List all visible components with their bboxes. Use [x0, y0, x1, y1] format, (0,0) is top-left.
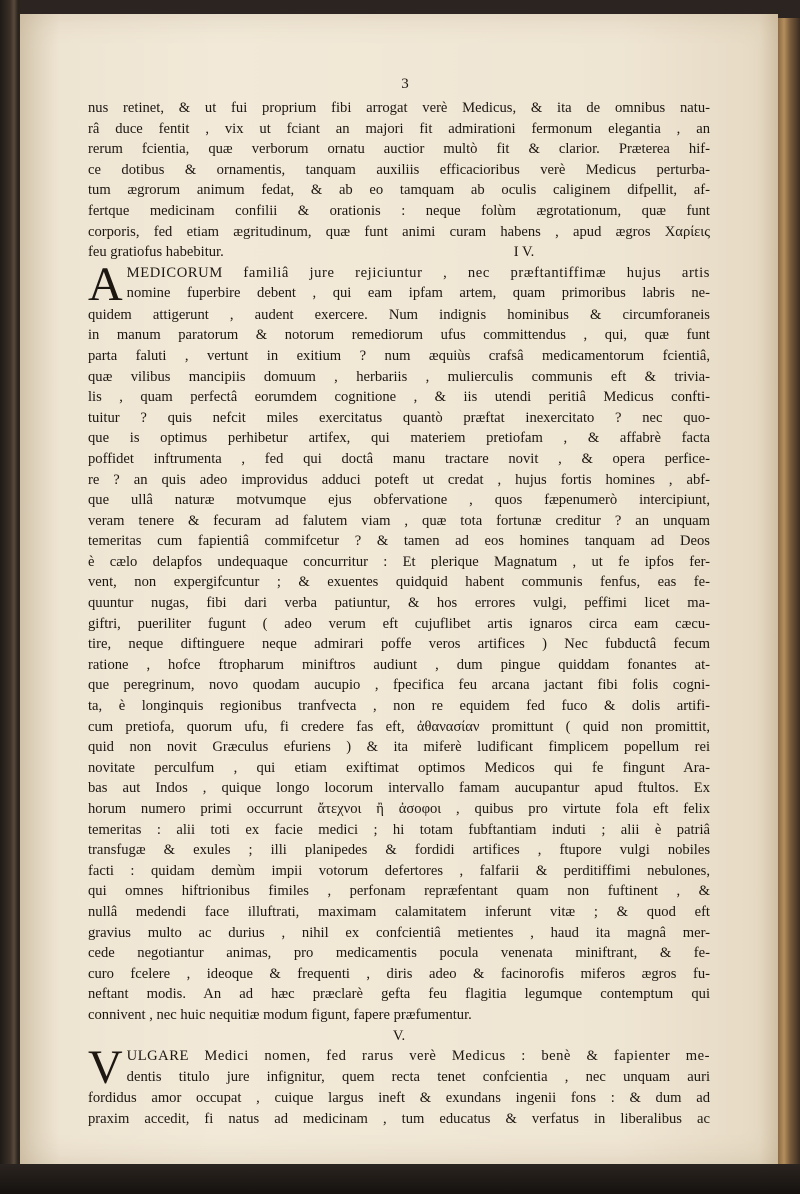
book-bottom-edge [0, 1164, 800, 1194]
intro-paragraph [88, 98, 710, 263]
text-line: tire, neque diftinguere neque admirari poffe veros artifices ) Nec fubductâ fecum [88, 636, 710, 653]
section-iv-line: nomine fuperbire debent , qui eam ipfam artem, quam primoribus labris ne- [126, 285, 710, 302]
text-line: in manum paratorum & notorum remediorum ufus committendus , qui, quæ funt [88, 327, 710, 344]
text-line: praxim accedit, fi natus ad medicinam , tum educatus & verfatus in liberalibus ac [88, 1110, 710, 1127]
text-line: ce dotibus & ornamentis, tanquam auxiliis efficacioribus verè Medicus perturba- [88, 161, 710, 178]
text-line: transfugæ & exules ; illi planipedes & fordidi artifices , ftupore vulgi nobiles [88, 842, 710, 859]
text-line: ratione , hofce ftropharum miniftros audiunt , dum pingue quiddam fonantes at- [88, 656, 710, 673]
text-line: qui omnes hiftrionibus fimiles , perfonam repræfentant quam non fuftinent , & [88, 883, 710, 900]
dropcap-a: A [88, 262, 123, 311]
dropcap-v: V [88, 1046, 123, 1095]
text-line: tuitur ? quis nefcit miles exercitatus quantò præftat inexercitato ? nec quo- [88, 409, 710, 426]
text-line: curo fcelere , ideoque & frequenti , diris adeo & facinorofis miferos ægros fu- [88, 965, 710, 982]
text-line: cede negotiantur animas, pro medicamentis pocula venenata miniftrant, & fe- [88, 945, 710, 962]
text-line: quæ vilibus mancipiis domuum , herbariis , mulierculis communis eft & trivia- [88, 368, 710, 385]
text-line: râ duce fentit , vix ut fciant an majori fit admirationi fermonum elegantia , an [88, 120, 710, 137]
section-iv-paragraph [88, 263, 710, 1026]
section-v-line: ULGARE Medici nomen, fed rarus verè Medicus : benè & fapienter me- [126, 1048, 710, 1065]
text-line: gravius multo ac durius , nihil ex confcientiâ metientes , haud ita magnâ mer- [88, 924, 710, 941]
text-line: neftant modis. An ad hæc præclarè gefta feu flagitia legumque contemptum qui [88, 986, 710, 1003]
text-line: cum pretiofa, quorum ufu, fi credere fas eft, ἀθανασίαν promittunt ( quid non promittit, [88, 718, 710, 735]
book-right-edge [778, 18, 800, 1168]
text-line: nus retinet, & ut fui proprium fibi arrogat verè Medicus, & ita de omnibus natu- [88, 100, 710, 116]
section-iv-line: MEDICORUM familiâ jure rejiciuntur , nec præftantiffimæ hujus artis [126, 264, 710, 281]
text-line: bas aut Indos , quique longo locorum intervallo famam aucupantur apud ftultos. Ex [88, 780, 710, 797]
text-line: que is optimus perhibetur artifex, qui materiem pretiofam , & affabrè facta [88, 430, 710, 447]
section-v-paragraph [88, 1046, 710, 1129]
text-line: novitate perculfum , qui etiam exiftimat optimos Medicos qui fe fingunt Ara- [88, 759, 710, 776]
text-line: facti : quidam demùm impii votorum defertores , falfarii & perditiffimi nebulones, [88, 862, 710, 879]
text-line: tum ægrorum animum fedat, & ab eo tamquam ab oculis caliginem difpellit, af- [88, 182, 710, 199]
text-line: fertque medicinam confilii & orationis : neque folùm ægrotationum, quæ funt [88, 202, 710, 219]
text-line: veram tenere & fecuram ad falutem viam , quæ tota fortunæ creditur ? an unquam [88, 512, 710, 529]
text-line: ta, è longinquis regionibus tranfvecta , non re equidem fed fuco & dolis artifi- [88, 698, 710, 715]
text-line: connivent , nec huic nequitiæ modum figunt, fapere præfumentur. [88, 1006, 472, 1023]
section-v-line: dentis titulo jure infignitur, quem recta tenet confcientia , nec unquam auri [126, 1068, 710, 1085]
text-line: quid non novit Græculus efuriens ) & ita miferè ludificant fimplicem popellum rei [88, 739, 710, 756]
text-line: parta faluti , vertunt in exitium ? num æquiùs crafsâ medicamentorum fcientiâ, [88, 347, 710, 364]
text-line: corporis, fed etiam ægritudinum, quæ funt animi curam habens , apud ægros Χαρίεις [88, 223, 710, 240]
text-line: lis , quam perfectâ eorumdem cognitione , & iis utendi peritiâ Medicus confti- [88, 389, 710, 406]
text-line: giftri, pueriliter fugunt ( adeo verum eft cujuflibet artis ignaros circa eam cæcu- [88, 615, 710, 632]
text-line: quidem attigerunt , audent exercere. Num indignis hominibus & circumforaneis [88, 306, 710, 323]
text-line: è cælo delapfos undequaque concurritur : Et plerique Magnatum , ut fe ipfos fer- [88, 553, 710, 570]
text-line: temeritas cum fapientiâ commifcetur ? & tamen ad eos homines tanquam ad Deos [88, 533, 710, 550]
text-body [88, 98, 710, 1129]
text-line: que ullâ naturæ motvumque ejus obfervatione , quos fæpenumerò intercipiunt, [88, 492, 710, 509]
section-iv-heading: I V. [513, 244, 535, 261]
text-line: horum numero primi occurrunt ἄτεχνοι ἢ ἀσοφοι , quibus pro virtute fola eft felix [88, 801, 710, 817]
text-line: rerum fcientia, quæ verborum ornatu auctior multò fit & clarior. Præterea hif- [88, 141, 710, 158]
text-line: feu gratiofus habebitur. [88, 244, 224, 261]
text-line: vent, non expergifcuntur ; & exuentes quidquid habent communis fenfus, eas fe- [88, 574, 710, 591]
text-line: re ? an quis adeo improvidus adduci poteft ut credat , hujus fortis homines , abf- [88, 471, 710, 488]
text-line: fordidus amor occupat , cuique largus ineft & exundans ingenii fons : & dum ad [88, 1090, 710, 1107]
page-number: 3 [401, 76, 409, 92]
text-line: nullâ medendi face illuftrati, maximam calamitatem inferunt vitæ ; & quod eft [88, 903, 710, 920]
text-line: poffidet inftrumenta , fed qui doctâ manu tractare novit , & opera perfice- [88, 450, 710, 467]
text-line: que peregrinum, novo quodam aucupio , fpecifica feu arcana jactant fibi folis cogni- [88, 677, 710, 694]
text-line: quuntur nugas, fibi dari verba patiuntur, & hos errores vulgi, peffimi licet ma- [88, 595, 710, 612]
text-line: temeritas : alii toti ex facie medici ; hi totam fubftantiam induti ; alii è patriâ [88, 821, 710, 838]
section-v-heading: V. [392, 1027, 406, 1044]
